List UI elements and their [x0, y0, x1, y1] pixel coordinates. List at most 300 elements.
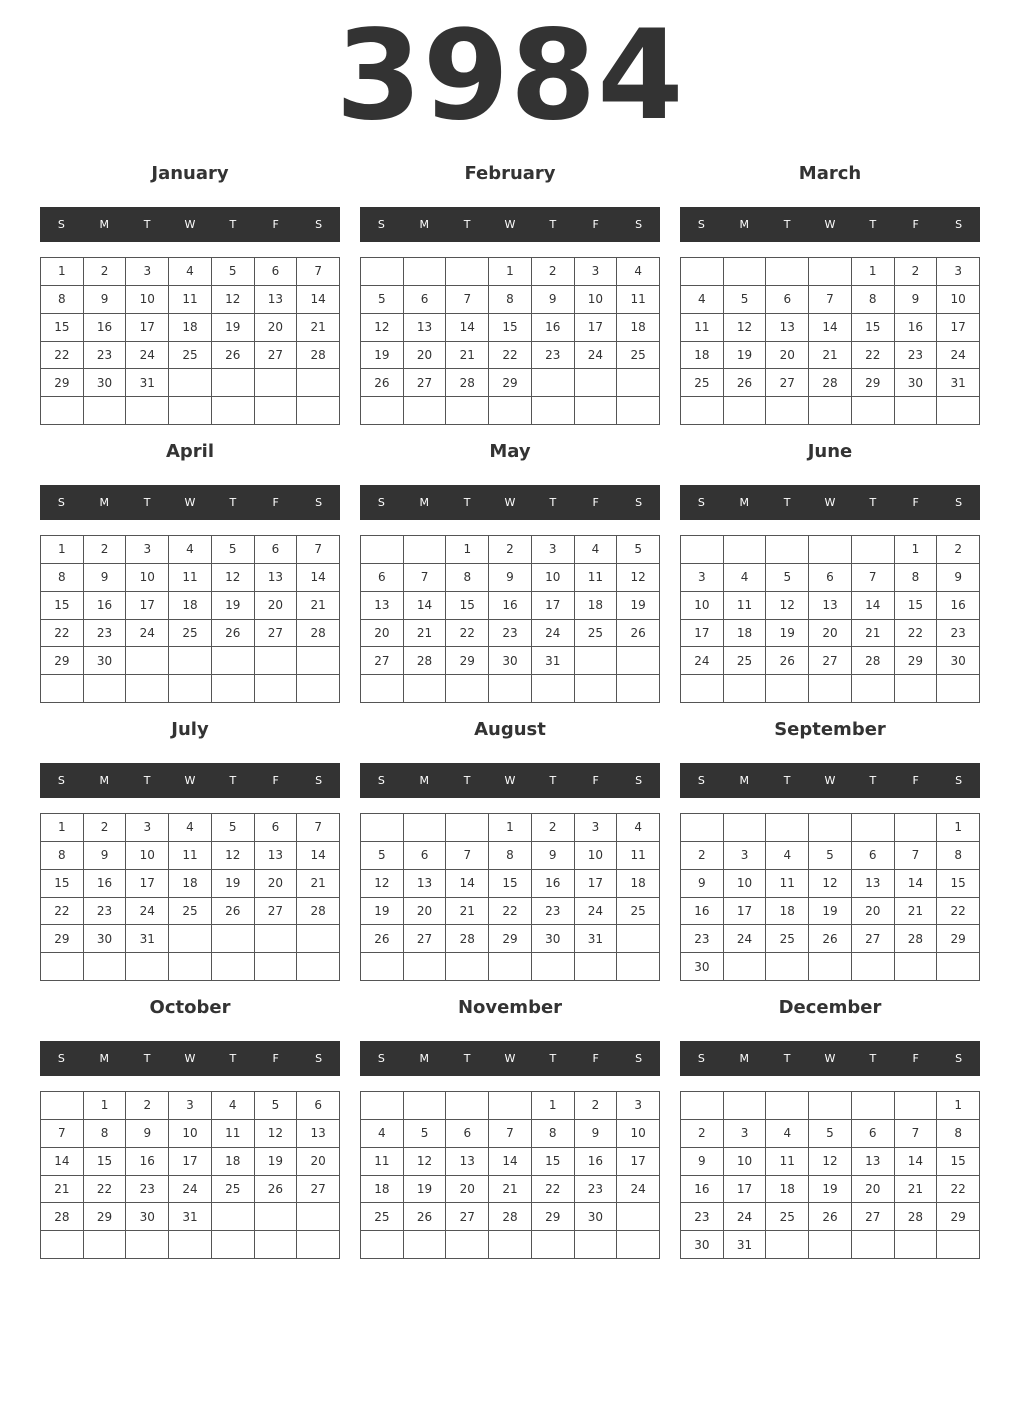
empty-cell — [681, 258, 724, 286]
day-cell: 2 — [489, 536, 532, 564]
day-cell: 24 — [169, 1176, 212, 1204]
day-cell: 4 — [766, 842, 809, 870]
empty-cell — [724, 675, 767, 703]
empty-cell — [126, 675, 169, 703]
weekday-label: F — [272, 218, 279, 231]
day-cell: 21 — [297, 592, 340, 620]
empty-cell — [809, 397, 852, 425]
day-cell: 8 — [41, 564, 84, 592]
day-cell: 30 — [575, 1203, 618, 1231]
day-cell: 5 — [617, 536, 660, 564]
day-cell: 11 — [617, 286, 660, 314]
weekday-label: T — [229, 1052, 237, 1065]
day-cell: 27 — [297, 1176, 340, 1204]
day-cell: 30 — [84, 369, 127, 397]
weekday-label: M — [739, 218, 750, 231]
weekday-header — [40, 763, 340, 798]
day-cell: 8 — [41, 842, 84, 870]
day-cell: 17 — [724, 898, 767, 926]
day-cell: 11 — [575, 564, 618, 592]
empty-cell — [446, 397, 489, 425]
weekday-label: W — [824, 1052, 836, 1065]
empty-cell — [169, 647, 212, 675]
weekday-label: F — [912, 1052, 919, 1065]
weekday-label: S — [57, 496, 65, 509]
empty-cell — [297, 1203, 340, 1231]
weekday-label: T — [463, 496, 471, 509]
day-cell: 7 — [404, 564, 447, 592]
empty-cell — [895, 675, 938, 703]
day-cell: 1 — [446, 536, 489, 564]
empty-cell — [766, 536, 809, 564]
weekday-label: S — [955, 774, 963, 787]
day-cell: 22 — [852, 342, 895, 370]
day-cell: 1 — [84, 1092, 127, 1120]
weekday-label: T — [783, 1052, 791, 1065]
empty-cell — [41, 397, 84, 425]
day-cell: 14 — [446, 870, 489, 898]
day-cell: 27 — [404, 925, 447, 953]
day-cell: 10 — [532, 564, 575, 592]
empty-cell — [404, 1092, 447, 1120]
day-cell: 22 — [532, 1176, 575, 1204]
day-cell: 25 — [617, 898, 660, 926]
day-cell: 31 — [724, 1231, 767, 1259]
day-cell: 13 — [297, 1120, 340, 1148]
empty-cell — [489, 1231, 532, 1259]
month-april — [40, 434, 340, 712]
day-cell: 3 — [126, 814, 169, 842]
day-cell: 4 — [169, 258, 212, 286]
empty-cell — [766, 675, 809, 703]
months-grid — [40, 156, 980, 1268]
empty-cell — [724, 397, 767, 425]
empty-cell — [361, 675, 404, 703]
day-cell: 13 — [809, 592, 852, 620]
day-cell: 9 — [895, 286, 938, 314]
day-cell: 24 — [575, 342, 618, 370]
weekday-label: F — [912, 218, 919, 231]
day-cell: 24 — [724, 925, 767, 953]
day-cell: 28 — [297, 342, 340, 370]
day-cell: 24 — [126, 342, 169, 370]
weekday-label: S — [955, 1052, 963, 1065]
empty-cell — [169, 925, 212, 953]
day-cell: 11 — [766, 1148, 809, 1176]
day-cell: 12 — [255, 1120, 298, 1148]
day-cell: 20 — [255, 870, 298, 898]
day-cell: 9 — [532, 842, 575, 870]
day-cell: 16 — [489, 592, 532, 620]
day-cell: 19 — [361, 898, 404, 926]
day-cell: 17 — [937, 314, 980, 342]
day-cell: 15 — [446, 592, 489, 620]
day-cell: 13 — [404, 314, 447, 342]
weekday-label: T — [463, 218, 471, 231]
empty-cell — [126, 647, 169, 675]
day-cell: 25 — [724, 647, 767, 675]
empty-cell — [617, 675, 660, 703]
day-cell: 21 — [852, 620, 895, 648]
day-cell: 11 — [212, 1120, 255, 1148]
weekday-label: S — [955, 218, 963, 231]
day-cell: 15 — [489, 870, 532, 898]
empty-cell — [809, 258, 852, 286]
empty-cell — [84, 953, 127, 981]
day-cell: 6 — [852, 842, 895, 870]
weekday-label: T — [229, 218, 237, 231]
day-cell: 18 — [212, 1148, 255, 1176]
empty-cell — [41, 1092, 84, 1120]
empty-cell — [255, 925, 298, 953]
empty-cell — [297, 675, 340, 703]
day-cell: 1 — [489, 814, 532, 842]
day-cell: 4 — [361, 1120, 404, 1148]
day-cell: 18 — [169, 314, 212, 342]
day-cell: 4 — [681, 286, 724, 314]
day-cell: 17 — [617, 1148, 660, 1176]
month-name: March — [798, 163, 862, 184]
day-cell: 6 — [446, 1120, 489, 1148]
weekday-header — [680, 763, 980, 798]
day-cell: 30 — [126, 1203, 169, 1231]
day-cell: 21 — [446, 898, 489, 926]
empty-cell — [126, 1231, 169, 1259]
day-cell: 7 — [446, 842, 489, 870]
weekday-label: T — [549, 218, 557, 231]
day-cell: 28 — [852, 647, 895, 675]
empty-cell — [41, 675, 84, 703]
day-cell: 3 — [724, 1120, 767, 1148]
empty-cell — [255, 953, 298, 981]
day-cell: 19 — [404, 1176, 447, 1204]
day-cell: 22 — [446, 620, 489, 648]
day-cell: 21 — [41, 1176, 84, 1204]
day-grid — [680, 535, 980, 703]
empty-cell — [41, 953, 84, 981]
empty-cell — [809, 1092, 852, 1120]
weekday-label: W — [184, 1052, 196, 1065]
empty-cell — [617, 1231, 660, 1259]
day-cell: 9 — [489, 564, 532, 592]
weekday-label: S — [697, 1052, 705, 1065]
day-cell: 27 — [404, 369, 447, 397]
day-cell: 5 — [766, 564, 809, 592]
day-cell: 6 — [852, 1120, 895, 1148]
day-cell: 26 — [617, 620, 660, 648]
day-cell: 20 — [852, 1176, 895, 1204]
day-cell: 9 — [532, 286, 575, 314]
day-cell: 25 — [169, 342, 212, 370]
day-cell: 14 — [446, 314, 489, 342]
empty-cell — [852, 1231, 895, 1259]
empty-cell — [937, 1231, 980, 1259]
day-cell: 7 — [852, 564, 895, 592]
day-cell: 26 — [404, 1203, 447, 1231]
day-cell: 10 — [575, 286, 618, 314]
weekday-header — [360, 485, 660, 520]
day-cell: 29 — [84, 1203, 127, 1231]
day-cell: 4 — [575, 536, 618, 564]
day-cell: 10 — [724, 870, 767, 898]
day-cell: 5 — [212, 814, 255, 842]
empty-cell — [446, 814, 489, 842]
day-cell: 5 — [361, 842, 404, 870]
day-cell: 7 — [489, 1120, 532, 1148]
day-grid — [40, 813, 340, 981]
weekday-label: W — [504, 774, 516, 787]
day-cell: 27 — [255, 342, 298, 370]
day-cell: 8 — [937, 842, 980, 870]
month-july — [40, 712, 340, 990]
day-cell: 30 — [681, 953, 724, 981]
day-cell: 11 — [169, 842, 212, 870]
day-cell: 18 — [575, 592, 618, 620]
day-cell: 11 — [169, 286, 212, 314]
day-cell: 3 — [126, 536, 169, 564]
empty-cell — [446, 1092, 489, 1120]
day-cell: 26 — [255, 1176, 298, 1204]
day-cell: 15 — [937, 1148, 980, 1176]
empty-cell — [297, 953, 340, 981]
month-name: April — [165, 441, 215, 462]
month-name: January — [151, 163, 229, 184]
day-cell: 31 — [532, 647, 575, 675]
empty-cell — [809, 1231, 852, 1259]
day-cell: 4 — [212, 1092, 255, 1120]
day-cell: 28 — [297, 898, 340, 926]
day-cell: 5 — [361, 286, 404, 314]
empty-cell — [169, 1231, 212, 1259]
empty-cell — [532, 397, 575, 425]
day-cell: 11 — [361, 1148, 404, 1176]
empty-cell — [361, 258, 404, 286]
day-cell: 23 — [532, 342, 575, 370]
day-cell: 6 — [404, 842, 447, 870]
weekday-label: T — [143, 1052, 151, 1065]
day-cell: 12 — [809, 1148, 852, 1176]
weekday-header — [680, 207, 980, 242]
empty-cell — [361, 397, 404, 425]
empty-cell — [724, 1092, 767, 1120]
day-grid — [680, 1091, 980, 1259]
empty-cell — [489, 675, 532, 703]
day-cell: 18 — [681, 342, 724, 370]
day-cell: 28 — [297, 620, 340, 648]
empty-cell — [766, 953, 809, 981]
day-grid — [360, 1091, 660, 1259]
weekday-label: M — [99, 496, 110, 509]
day-cell: 25 — [169, 898, 212, 926]
day-cell: 18 — [617, 314, 660, 342]
day-cell: 16 — [895, 314, 938, 342]
empty-cell — [404, 953, 447, 981]
day-cell: 30 — [681, 1231, 724, 1259]
empty-cell — [766, 814, 809, 842]
day-cell: 7 — [809, 286, 852, 314]
day-cell: 21 — [297, 870, 340, 898]
day-cell: 9 — [84, 286, 127, 314]
day-cell: 7 — [41, 1120, 84, 1148]
day-cell: 24 — [617, 1176, 660, 1204]
day-cell: 29 — [532, 1203, 575, 1231]
month-name: June — [807, 441, 853, 462]
day-cell: 23 — [532, 898, 575, 926]
month-november — [360, 990, 660, 1268]
day-cell: 12 — [361, 314, 404, 342]
day-cell: 3 — [532, 536, 575, 564]
day-cell: 7 — [297, 536, 340, 564]
day-cell: 14 — [852, 592, 895, 620]
day-cell: 1 — [41, 258, 84, 286]
day-cell: 1 — [895, 536, 938, 564]
day-cell: 2 — [532, 814, 575, 842]
day-cell: 15 — [41, 870, 84, 898]
day-cell: 18 — [169, 870, 212, 898]
day-cell: 14 — [404, 592, 447, 620]
day-cell: 28 — [41, 1203, 84, 1231]
day-cell: 23 — [895, 342, 938, 370]
day-cell: 26 — [361, 369, 404, 397]
empty-cell — [895, 1231, 938, 1259]
day-cell: 28 — [895, 925, 938, 953]
weekday-label: S — [635, 774, 643, 787]
day-cell: 30 — [84, 647, 127, 675]
empty-cell — [532, 369, 575, 397]
weekday-header — [360, 207, 660, 242]
day-cell: 7 — [297, 814, 340, 842]
empty-cell — [852, 1092, 895, 1120]
month-june — [680, 434, 980, 712]
weekday-label: T — [869, 774, 877, 787]
day-cell: 29 — [446, 647, 489, 675]
day-cell: 26 — [212, 620, 255, 648]
weekday-label: M — [99, 1052, 110, 1065]
day-cell: 15 — [532, 1148, 575, 1176]
empty-cell — [681, 814, 724, 842]
weekday-label: F — [272, 1052, 279, 1065]
year-title: 3984 — [335, 4, 685, 148]
day-cell: 3 — [617, 1092, 660, 1120]
empty-cell — [617, 1203, 660, 1231]
day-cell: 12 — [404, 1148, 447, 1176]
weekday-label: T — [869, 1052, 877, 1065]
empty-cell — [297, 397, 340, 425]
day-cell: 16 — [681, 898, 724, 926]
day-cell: 18 — [169, 592, 212, 620]
empty-cell — [532, 675, 575, 703]
day-cell: 20 — [809, 620, 852, 648]
day-cell: 2 — [84, 536, 127, 564]
day-cell: 27 — [766, 369, 809, 397]
weekday-label: F — [592, 774, 599, 787]
weekday-label: M — [419, 218, 430, 231]
day-cell: 17 — [724, 1176, 767, 1204]
day-cell: 5 — [212, 536, 255, 564]
empty-cell — [297, 925, 340, 953]
empty-cell — [255, 397, 298, 425]
weekday-label: F — [912, 496, 919, 509]
month-august — [360, 712, 660, 990]
weekday-label: M — [739, 1052, 750, 1065]
day-cell: 3 — [937, 258, 980, 286]
day-cell: 9 — [681, 1148, 724, 1176]
day-cell: 2 — [937, 536, 980, 564]
day-cell: 2 — [84, 814, 127, 842]
day-cell: 16 — [126, 1148, 169, 1176]
day-cell: 5 — [255, 1092, 298, 1120]
day-cell: 18 — [724, 620, 767, 648]
weekday-label: S — [315, 218, 323, 231]
day-cell: 22 — [937, 898, 980, 926]
month-may — [360, 434, 660, 712]
day-cell: 14 — [809, 314, 852, 342]
day-cell: 31 — [126, 369, 169, 397]
day-cell: 13 — [404, 870, 447, 898]
day-cell: 27 — [361, 647, 404, 675]
day-cell: 12 — [212, 564, 255, 592]
day-cell: 16 — [84, 314, 127, 342]
weekday-label: S — [697, 774, 705, 787]
day-cell: 23 — [126, 1176, 169, 1204]
weekday-label: T — [549, 496, 557, 509]
day-cell: 15 — [489, 314, 532, 342]
weekday-label: M — [419, 1052, 430, 1065]
weekday-label: F — [272, 496, 279, 509]
day-cell: 19 — [766, 620, 809, 648]
day-grid — [40, 257, 340, 425]
day-cell: 13 — [255, 842, 298, 870]
day-cell: 29 — [852, 369, 895, 397]
day-cell: 22 — [84, 1176, 127, 1204]
day-cell: 29 — [937, 1203, 980, 1231]
day-cell: 10 — [126, 842, 169, 870]
day-cell: 26 — [766, 647, 809, 675]
day-cell: 25 — [575, 620, 618, 648]
day-cell: 27 — [255, 898, 298, 926]
weekday-label: S — [697, 496, 705, 509]
empty-cell — [489, 953, 532, 981]
month-october — [40, 990, 340, 1268]
empty-cell — [84, 675, 127, 703]
empty-cell — [297, 647, 340, 675]
day-cell: 23 — [937, 620, 980, 648]
weekday-label: W — [184, 218, 196, 231]
day-cell: 19 — [212, 592, 255, 620]
day-cell: 15 — [41, 314, 84, 342]
day-cell: 10 — [126, 564, 169, 592]
empty-cell — [212, 647, 255, 675]
weekday-label: T — [143, 218, 151, 231]
empty-cell — [617, 925, 660, 953]
day-cell: 17 — [126, 870, 169, 898]
empty-cell — [489, 1092, 532, 1120]
day-cell: 13 — [766, 314, 809, 342]
day-cell: 13 — [852, 1148, 895, 1176]
day-cell: 21 — [809, 342, 852, 370]
weekday-label: W — [504, 1052, 516, 1065]
weekday-label: T — [783, 774, 791, 787]
weekday-label: S — [377, 496, 385, 509]
day-cell: 24 — [937, 342, 980, 370]
day-cell: 29 — [489, 925, 532, 953]
weekday-label: S — [57, 218, 65, 231]
empty-cell — [532, 953, 575, 981]
day-cell: 6 — [255, 536, 298, 564]
day-cell: 8 — [852, 286, 895, 314]
day-cell: 23 — [84, 342, 127, 370]
weekday-label: F — [912, 774, 919, 787]
